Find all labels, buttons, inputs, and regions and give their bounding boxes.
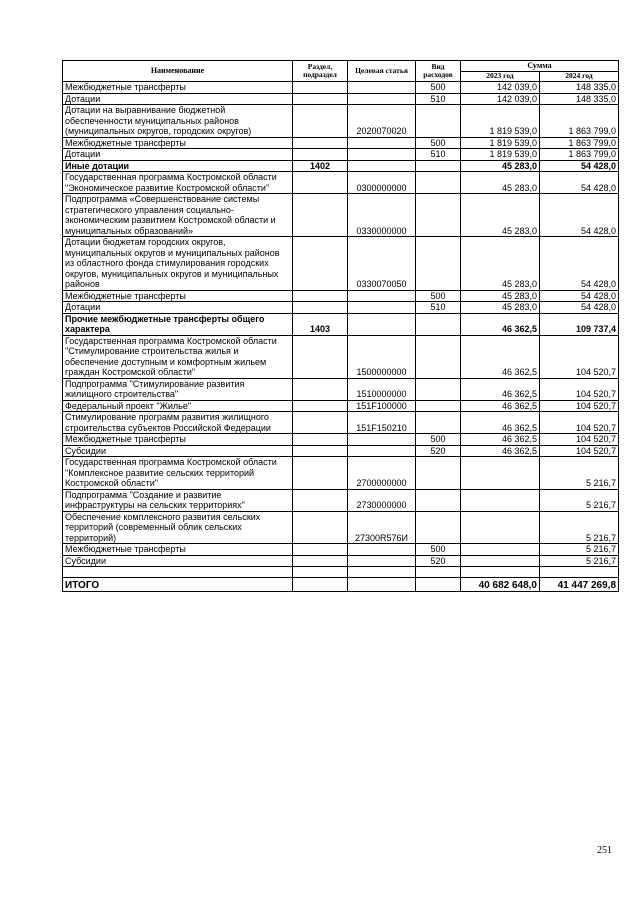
row-2023-cell: 46 362,5 <box>461 378 540 400</box>
table-row <box>63 511 619 544</box>
row-kind-cell <box>416 105 461 138</box>
row-section-cell <box>293 105 348 138</box>
row-2024-cell: 109 737,4 <box>540 313 619 335</box>
total-section-cell <box>293 578 348 592</box>
row-2024-cell: 1 863 799,0 <box>540 149 619 161</box>
header-target: Целевая статья <box>348 61 416 82</box>
row-name-cell: Подпрограмма «Совершенствование системы стратегического управления социально-экономическим развитием Костромской области и муниципальных образований» <box>63 194 293 237</box>
row-target-cell: 151F100000 <box>348 400 416 412</box>
row-2024-cell: 54 428,0 <box>540 290 619 302</box>
table-row <box>63 237 619 291</box>
table-row <box>63 137 619 149</box>
row-kind-cell <box>416 172 461 194</box>
row-name-cell: Межбюджетные трансферты <box>63 434 293 446</box>
row-2023-cell: 142 039,0 <box>461 82 540 94</box>
row-2024-cell: 54 428,0 <box>540 237 619 291</box>
row-2023-cell: 46 362,5 <box>461 412 540 434</box>
row-2024-cell: 1 863 799,0 <box>540 105 619 138</box>
row-section-cell <box>293 149 348 161</box>
row-section-cell <box>293 378 348 400</box>
row-section-cell <box>293 555 348 567</box>
row-target-cell: 0330070050 <box>348 237 416 291</box>
row-section-cell <box>293 445 348 457</box>
row-2023-cell: 45 283,0 <box>461 290 540 302</box>
row-kind-cell <box>416 194 461 237</box>
row-target-cell: 1510000000 <box>348 378 416 400</box>
row-target-cell <box>348 290 416 302</box>
row-2024-cell: 148 335,0 <box>540 82 619 94</box>
row-name-cell: Дотации на выравнивание бюджетной обеспеченности муниципальных районов (муниципальных округов, городских округов) <box>63 105 293 138</box>
table-row <box>63 335 619 378</box>
row-section-cell <box>293 400 348 412</box>
total-2024: 41 447 269,8 <box>540 578 619 592</box>
total-target-cell <box>348 578 416 592</box>
table-row <box>63 313 619 335</box>
row-kind-cell <box>416 313 461 335</box>
row-kind-cell: 520 <box>416 445 461 457</box>
row-2023-cell: 45 283,0 <box>461 237 540 291</box>
row-name-cell: Прочие межбюджетные трансферты общего характера <box>63 313 293 335</box>
table-row <box>63 302 619 314</box>
row-name-cell: Федеральный проект "Жилье" <box>63 400 293 412</box>
row-kind-cell <box>416 237 461 291</box>
table-row <box>63 555 619 567</box>
row-target-cell: 2730000000 <box>348 489 416 511</box>
table-row <box>63 149 619 161</box>
row-2023-cell: 46 362,5 <box>461 400 540 412</box>
row-kind-cell <box>416 511 461 544</box>
row-section-cell <box>293 511 348 544</box>
row-2023-cell <box>461 555 540 567</box>
table-row <box>63 544 619 556</box>
table-row <box>63 194 619 237</box>
row-target-cell <box>348 82 416 94</box>
row-2023-cell: 1 819 539,0 <box>461 137 540 149</box>
row-section-cell: 1402 <box>293 160 348 172</box>
row-section-cell <box>293 194 348 237</box>
row-2024-cell: 54 428,0 <box>540 172 619 194</box>
table-row <box>63 172 619 194</box>
row-target-cell: 151F150210 <box>348 412 416 434</box>
row-2024-cell: 54 428,0 <box>540 194 619 237</box>
header-sum: Сумма <box>461 61 619 72</box>
row-2023-cell <box>461 489 540 511</box>
row-section-cell <box>293 457 348 490</box>
row-target-cell <box>348 555 416 567</box>
header-2024: 2024 год <box>540 72 619 82</box>
row-section-cell <box>293 544 348 556</box>
row-section-cell <box>293 290 348 302</box>
row-name-cell: Дотации бюджетам городских округов, муниципальных округов и муниципальных районов из областного фонда стимулирования городских округов, муниципальных округов и муниципальных районов <box>63 237 293 291</box>
row-target-cell <box>348 149 416 161</box>
row-section-cell <box>293 335 348 378</box>
row-2023-cell <box>461 544 540 556</box>
row-2024-cell: 5 216,7 <box>540 555 619 567</box>
row-name-cell: Субсидии <box>63 555 293 567</box>
row-name-cell: Дотации <box>63 93 293 105</box>
row-2023-cell: 46 362,5 <box>461 445 540 457</box>
row-target-cell: 1500000000 <box>348 335 416 378</box>
row-kind-cell: 510 <box>416 302 461 314</box>
row-section-cell <box>293 237 348 291</box>
row-target-cell <box>348 302 416 314</box>
row-2023-cell: 1 819 539,0 <box>461 105 540 138</box>
row-name-cell: Государственная программа Костромской области "Стимулирование строительства жилья и обеспечение доступным и комфортным жильем граждан Костромской области" <box>63 335 293 378</box>
row-target-cell <box>348 434 416 446</box>
row-2024-cell: 5 216,7 <box>540 457 619 490</box>
blank-cell <box>461 567 540 578</box>
row-section-cell: 1403 <box>293 313 348 335</box>
row-name-cell: Межбюджетные трансферты <box>63 544 293 556</box>
row-2023-cell: 45 283,0 <box>461 194 540 237</box>
row-kind-cell: 500 <box>416 137 461 149</box>
table-row <box>63 412 619 434</box>
row-name-cell: Государственная программа Костромской области "Комплексное развитие сельских территорий Костромской области" <box>63 457 293 490</box>
row-2023-cell: 46 362,5 <box>461 434 540 446</box>
blank-cell <box>416 567 461 578</box>
row-kind-cell: 500 <box>416 82 461 94</box>
row-target-cell: 27300R576И <box>348 511 416 544</box>
row-name-cell: Субсидии <box>63 445 293 457</box>
row-2023-cell: 45 283,0 <box>461 172 540 194</box>
total-2023: 40 682 648,0 <box>461 578 540 592</box>
table-row <box>63 82 619 94</box>
row-kind-cell <box>416 378 461 400</box>
row-section-cell <box>293 172 348 194</box>
table-row <box>63 400 619 412</box>
row-kind-cell: 500 <box>416 290 461 302</box>
row-section-cell <box>293 302 348 314</box>
row-name-cell: Подпрограмма "Стимулирование развития жилищного строительства" <box>63 378 293 400</box>
row-2023-cell: 46 362,5 <box>461 313 540 335</box>
blank-row <box>63 567 619 578</box>
row-2024-cell: 104 520,7 <box>540 434 619 446</box>
table-row <box>63 457 619 490</box>
row-name-cell: Стимулирование программ развития жилищного строительства субъектов Российской Федерации <box>63 412 293 434</box>
total-label: ИТОГО <box>63 578 293 592</box>
total-row <box>63 578 619 592</box>
row-name-cell: Межбюджетные трансферты <box>63 82 293 94</box>
row-target-cell: 0330000000 <box>348 194 416 237</box>
row-name-cell: Обеспечение комплексного развития сельских территорий (современный облик сельских территорий) <box>63 511 293 544</box>
table-row <box>63 93 619 105</box>
row-2024-cell: 1 863 799,0 <box>540 137 619 149</box>
row-kind-cell <box>416 489 461 511</box>
row-2024-cell: 104 520,7 <box>540 412 619 434</box>
row-target-cell: 2700000000 <box>348 457 416 490</box>
row-kind-cell <box>416 412 461 434</box>
row-section-cell <box>293 93 348 105</box>
row-section-cell <box>293 434 348 446</box>
header-kind: Вид расходов <box>416 61 461 82</box>
row-2023-cell: 45 283,0 <box>461 302 540 314</box>
row-2024-cell: 104 520,7 <box>540 400 619 412</box>
blank-cell <box>293 567 348 578</box>
row-2024-cell: 54 428,0 <box>540 160 619 172</box>
row-2023-cell: 142 039,0 <box>461 93 540 105</box>
row-name-cell: Межбюджетные трансферты <box>63 290 293 302</box>
table-row <box>63 105 619 138</box>
row-2024-cell: 5 216,7 <box>540 544 619 556</box>
table-row <box>63 489 619 511</box>
row-kind-cell: 500 <box>416 544 461 556</box>
row-kind-cell: 510 <box>416 93 461 105</box>
row-kind-cell: 520 <box>416 555 461 567</box>
blank-cell <box>63 567 293 578</box>
row-2024-cell: 5 216,7 <box>540 489 619 511</box>
row-2024-cell: 104 520,7 <box>540 335 619 378</box>
row-2024-cell: 104 520,7 <box>540 445 619 457</box>
table-row <box>63 445 619 457</box>
row-2024-cell: 54 428,0 <box>540 302 619 314</box>
table-row <box>63 378 619 400</box>
row-kind-cell <box>416 457 461 490</box>
row-kind-cell <box>416 400 461 412</box>
row-name-cell: Подпрограмма "Создание и развитие инфраструктуры на сельских территориях" <box>63 489 293 511</box>
row-name-cell: Дотации <box>63 302 293 314</box>
row-kind-cell <box>416 335 461 378</box>
header-2023: 2023 год <box>461 72 540 82</box>
table-row <box>63 160 619 172</box>
row-2023-cell: 45 283,0 <box>461 160 540 172</box>
row-2024-cell: 5 216,7 <box>540 511 619 544</box>
row-target-cell <box>348 313 416 335</box>
row-2023-cell <box>461 511 540 544</box>
row-2024-cell: 104 520,7 <box>540 378 619 400</box>
header-section: Раздел, подраздел <box>293 61 348 82</box>
row-2023-cell <box>461 457 540 490</box>
budget-table-body <box>63 82 619 592</box>
blank-cell <box>540 567 619 578</box>
row-kind-cell: 500 <box>416 434 461 446</box>
row-2023-cell: 1 819 539,0 <box>461 149 540 161</box>
page-number: 251 <box>597 845 612 856</box>
row-name-cell: Дотации <box>63 149 293 161</box>
row-kind-cell: 510 <box>416 149 461 161</box>
table-row <box>63 290 619 302</box>
row-section-cell <box>293 412 348 434</box>
blank-cell <box>348 567 416 578</box>
row-target-cell: 2020070020 <box>348 105 416 138</box>
table-row <box>63 434 619 446</box>
row-target-cell <box>348 93 416 105</box>
row-target-cell <box>348 445 416 457</box>
row-section-cell <box>293 489 348 511</box>
row-target-cell <box>348 137 416 149</box>
row-section-cell <box>293 82 348 94</box>
budget-table <box>62 60 619 592</box>
row-name-cell: Иные дотации <box>63 160 293 172</box>
row-name-cell: Межбюджетные трансферты <box>63 137 293 149</box>
row-2023-cell: 46 362,5 <box>461 335 540 378</box>
row-name-cell: Государственная программа Костромской области "Экономическое развитие Костромской области" <box>63 172 293 194</box>
row-target-cell <box>348 544 416 556</box>
row-section-cell <box>293 137 348 149</box>
row-2024-cell: 148 335,0 <box>540 93 619 105</box>
total-kind-cell <box>416 578 461 592</box>
header-name: Наименование <box>63 61 293 82</box>
row-target-cell: 0300000000 <box>348 172 416 194</box>
row-target-cell <box>348 160 416 172</box>
row-kind-cell <box>416 160 461 172</box>
